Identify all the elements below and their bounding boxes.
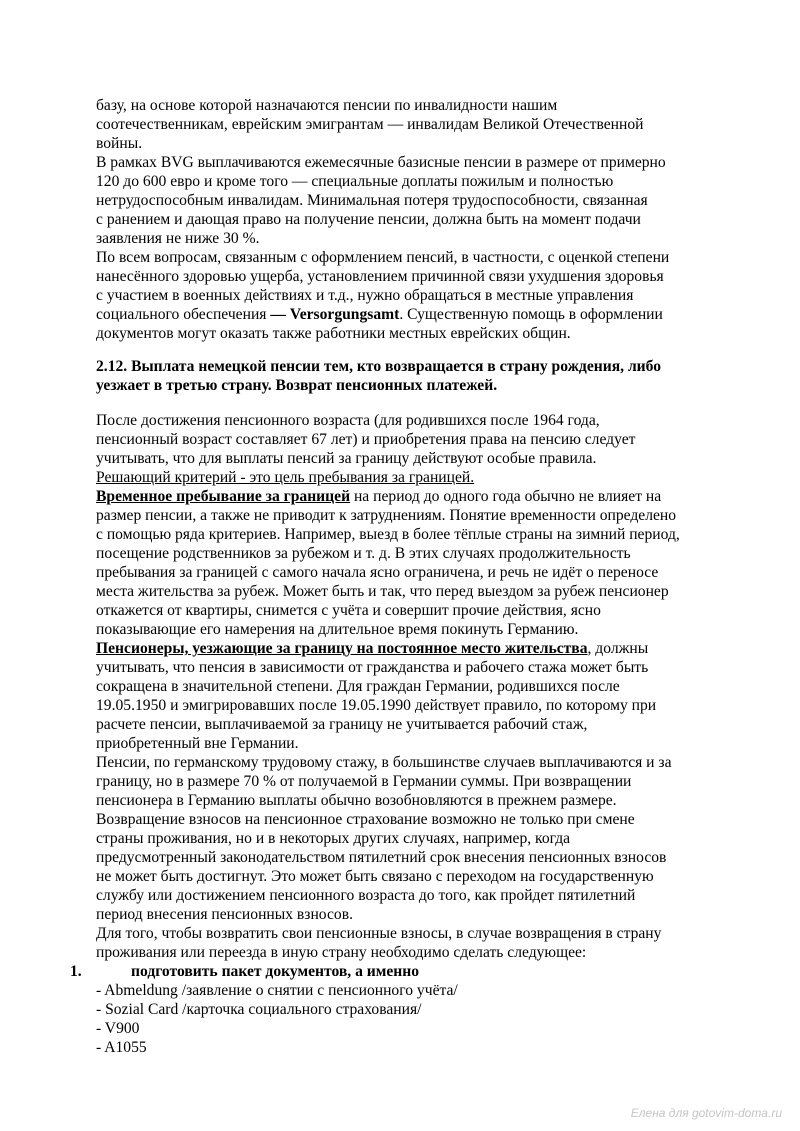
- text-line: службу или достижением пенсионного возраста до того, как пройдет пятилетний: [96, 887, 636, 904]
- section-heading: 2.12. Выплата немецкой пенсии тем, кто возвращается в страну рождения, либо: [96, 358, 662, 375]
- list-number: 1.: [70, 963, 82, 980]
- text-line: Возвращение взносов на пенсионное страхование возможно не только при смене: [96, 811, 635, 828]
- text-line: приобретенный вне Германии.: [96, 735, 299, 752]
- text-line: Для того, чтобы возвратить свои пенсионные взносы, в случае возвращения в страну: [96, 925, 662, 942]
- text-line: посещение родственников за рубежом и т. д. В этих случаях продолжительность: [96, 545, 631, 562]
- list-title: подготовить пакет документов, а именно: [131, 963, 420, 980]
- text-line: период внесения пенсионных взносов.: [96, 906, 353, 923]
- text-line: Пенсии, по германскому трудовому стажу, в большинстве случаев выплачиваются и за: [96, 754, 672, 771]
- text-segment: . Существенную помощь в оформлении: [399, 306, 663, 323]
- text-line: заявления не ниже 30 %.: [96, 230, 260, 247]
- text-line: места жительства за рубеж. Может быть и так, что перед выездом за рубеж пенсионер: [96, 583, 669, 600]
- list-item: - A1055: [96, 1039, 147, 1056]
- text-line: 120 до 600 евро и кроме того — специальные доплаты пожилым и полностью: [96, 173, 614, 190]
- text-line: учитывать, что пенсия в зависимости от гражданства и рабочего стажа может быть: [96, 659, 649, 676]
- text-segment: на период до одного года обычно не влияет на: [350, 488, 662, 505]
- list-item: - Sozial Card /карточка социального страхования/: [96, 1001, 422, 1018]
- text-line: После достижения пенсионного возраста (для родившихся после 1964 года,: [96, 412, 600, 429]
- text-line: с ранением и дающая право на получение пенсии, должна быть на момент подачи: [96, 211, 641, 228]
- text-line: пенсионный возраст составляет 67 лет) и приобретения права на пенсию следует: [96, 431, 636, 448]
- text-segment: , должны: [587, 640, 649, 657]
- list-item: - V900: [96, 1020, 140, 1037]
- text-line: расчете пенсии, выплачиваемой за границу не учитывается рабочий стаж,: [96, 716, 588, 733]
- text-line: проживания или переезда в иную страну необходимо сделать следующее:: [96, 944, 587, 961]
- text-line: нетрудоспособным инвалидам. Минимальная потеря трудоспособности, связанная: [96, 192, 648, 209]
- text-line: показывающие его намерения на длительное время покинуть Германию.: [96, 621, 579, 638]
- versorgungsamt-term: — Versorgungsamt: [270, 306, 400, 323]
- text-line: документов могут оказать также работники местных еврейских общин.: [96, 325, 571, 342]
- text-line: с участием в военных действиях и т.д., нужно обращаться в местные управления: [96, 287, 634, 304]
- text-line: соотечественникам, еврейским эмигрантам — инвалидам Великой Отечественной: [96, 116, 644, 133]
- text-line: нанесённого здоровью ущерба, установлением причинной связи ухудшения здоровья: [96, 268, 664, 285]
- text-line: учитывать, что для выплаты пенсий за границу действуют особые правила.: [96, 450, 597, 467]
- site-watermark: Елена для gotovim-doma.ru: [630, 1106, 782, 1120]
- text-line: [96, 639, 648, 658]
- key-criterion-line: Решающий критерий - это цель пребывания за границей.: [96, 469, 475, 486]
- text-line: В рамках BVG выплачиваются ежемесячные базисные пенсии в размере от примерно: [96, 154, 666, 171]
- text-line: сокращена в значительной степени. Для граждан Германии, родившихся после: [96, 678, 620, 695]
- text-line: По всем вопросам, связанным с оформлением пенсий, в частности, с оценкой степени: [96, 249, 670, 266]
- text-line: 19.05.1950 и эмигрировавших после 19.05.1990 действует правило, по которому при: [96, 697, 657, 714]
- text-line: не может быть достигнут. Это может быть связано с переходом на государственную: [96, 868, 654, 885]
- text-line: страны проживания, но и в некоторых других случаях, например, когда: [96, 830, 571, 847]
- permanent-residence-term: Пенсионеры, уезжающие за границу на постоянное место жительства: [96, 640, 588, 657]
- text-line: базу, на основе которой назначаются пенсии по инвалидности нашим: [96, 97, 558, 114]
- text-line: размер пенсии, а также не приводит к затруднениям. Понятие временности определено: [96, 507, 677, 524]
- text-line: пребывания за границей с самого начала ясно ограничена, и речь не идёт о переносе: [96, 564, 659, 581]
- text-line: с помощью ряда критериев. Например, выезд в более тёплые страны на зимний период,: [96, 526, 680, 543]
- text-line: [96, 305, 663, 324]
- text-line: [96, 487, 661, 506]
- text-line: пенсионера в Германию выплаты обычно возобновляются в прежнем размере.: [96, 792, 617, 809]
- list-item: - Abmeldung /заявление о снятии с пенсионного учёта/: [96, 982, 458, 999]
- text-line: предусмотренный законодательством пятилетний срок внесения пенсионных взносов: [96, 849, 667, 866]
- text-line: откажется от квартиры, снимется с учёта и совершит прочие действия, ясно: [96, 602, 601, 619]
- text-line: границу, но в размере 70 % от получаемой в Германии суммы. При возвращении: [96, 773, 632, 790]
- temporary-stay-term: Временное пребывание за границей: [96, 488, 351, 505]
- text-segment: социального обеспечения: [96, 306, 271, 323]
- text-line: войны.: [96, 135, 143, 152]
- section-heading: уезжает в третью страну. Возврат пенсионных платежей.: [96, 377, 498, 394]
